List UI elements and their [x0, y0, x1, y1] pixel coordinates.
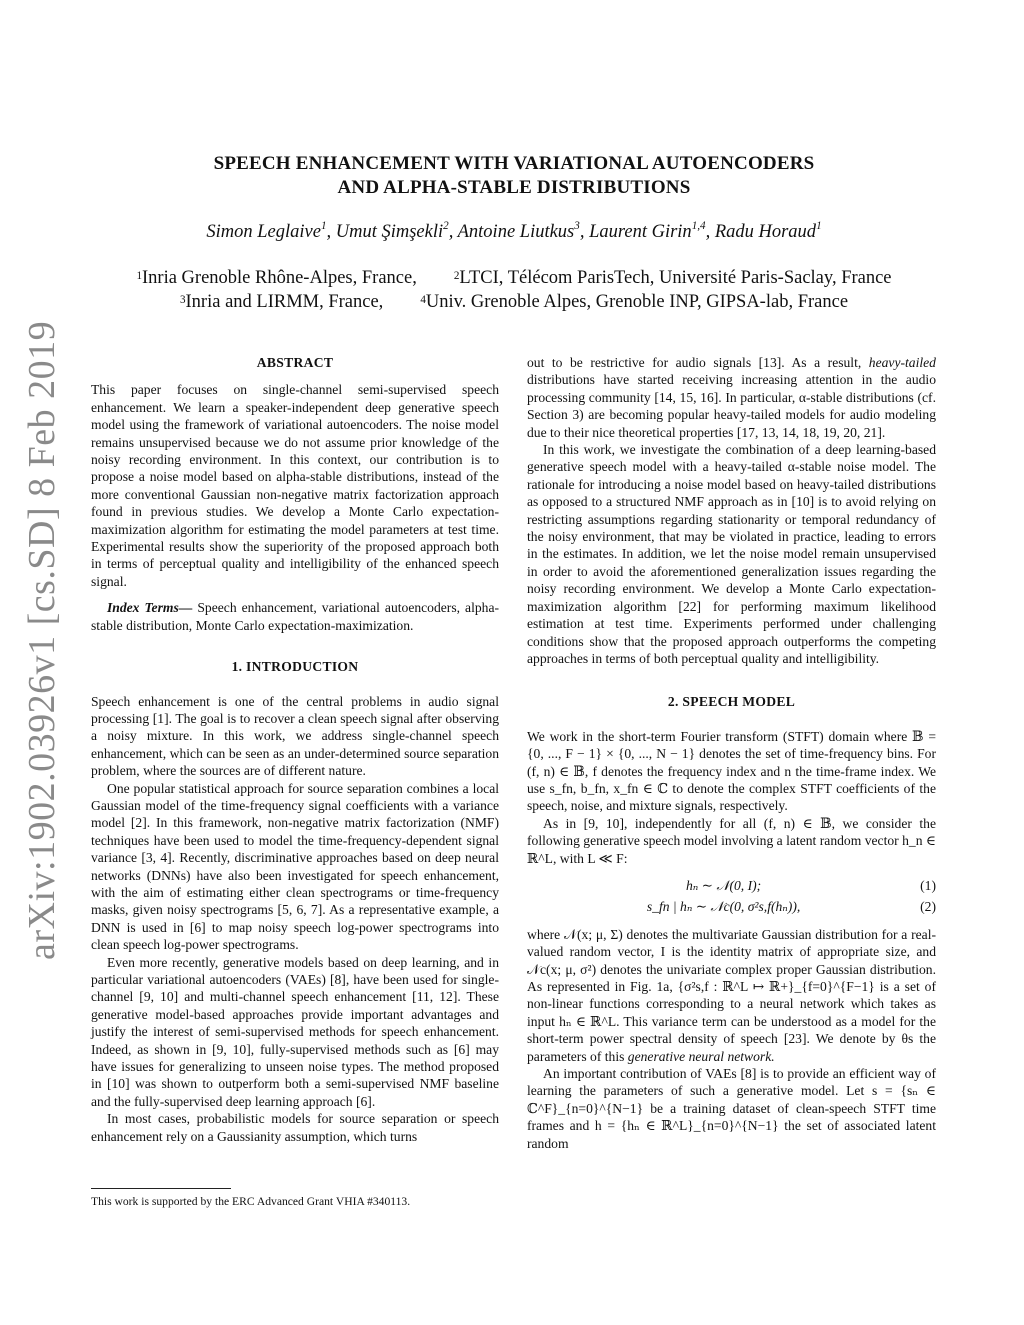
index-terms-text: Speech enhancement, variational autoencoders, alpha-stable distribution, Monte Carlo expectation-maximization. [91, 600, 500, 633]
body-paragraph: As in [9, 10], independently for all (f, n) ∈ 𝔹, we consider the following generative speech model involving a latent random vector h_n ∈ ℝ^L, with L ≪ F: [527, 815, 936, 866]
arxiv-identifier: arXiv:1902.03926v1 [cs.SD] 8 Feb 2019 [21, 320, 63, 960]
affiliation: Inria Grenoble Rhône-Alpes, France, [142, 268, 417, 288]
intro-paragraph: Even more recently, generative models based on deep learning, and in particular variational autoencoders (VAEs) [8], have been used for single-channel [9, 10] and multi-channel speech enhancement [11, 12]. These generative model-based approaches provide important advantages and justify the interest of semi-supervised methods for speech enhancement. Indeed, as shown in [9, 10], fully-supervised methods such as [6] may have issues for generalizing to unseen noise types. The method proposed in [10] was shown to outperform both a semi-supervised NMF baseline and the fully-supervised deep learning approach [6]. [91, 954, 499, 1109]
affiliation-row [90, 266, 938, 290]
author-name: Radu Horaud [714, 222, 817, 242]
affiliation: Inria and LIRMM, France, [185, 292, 384, 312]
abstract-heading: ABSTRACT [256, 355, 334, 370]
text-run: distributions have started receiving increasing attention in the audio processing community [14, 15, 16]. In particular, α-stable distributions (cf. Section 3) are becoming popular heavy-tailed models for audio modeling due to their nice theoretical properties [17, 13, 14, 18, 19, 20, 21]. [527, 372, 936, 440]
affiliations [90, 266, 938, 314]
author-sup: 1 [320, 219, 327, 232]
equation-number: (1) [920, 877, 936, 893]
text-run: out to be restrictive for audio signals [13]. As a result, [527, 355, 862, 370]
equation-body: s_fn | hₙ ∼ 𝒩c(0, σ²s,f(hₙ)), [646, 899, 801, 915]
author-name: Antoine Liutkus [457, 222, 575, 242]
intro-paragraph: In most cases, probabilistic models for source separation or speech enhancement rely on a Gaussianity assumption, which turns [91, 1111, 499, 1144]
body-paragraph: In this work, we investigate the combination of a deep learning-based generative speech model with a heavy-tailed α-stable noise model. The rationale for introducing a noise model based on heavy-tailed distributions as opposed to a structured NMF approach as in [10] is to avoid relying on restricting assumptions regarding stationarity or temporal redundancy of the noisy environment, that may be violated in practice, leading to errors in the estimates. In addition, we let the noise model remain unsupervised in order to avoid the aforementioned generalization issues regarding the noisy recording environment. We develop a Monte Carlo expectation-maximization algorithm [22] for performing maximum likelihood estimation at test time. Experiments performed under challenging conditions show that the proposed approach outperforms the competing approaches in terms of both perceptual quality and intelligibility. [527, 442, 936, 666]
body-paragraph: An important contribution of VAEs [8] is to provide an efficient way of learning the parameters of such a generative model. Let s = {sₙ ∈ ℂ^F}_{n=0}^{N−1} be a training dataset of clean-speech STFT time frames and h = {hₙ ∈ ℝ^L}_{n=0}^{N−1} the set of associated latent random [527, 1066, 936, 1151]
author-sup: 1 [816, 219, 822, 232]
text-run-italic: generative neural network. [627, 1048, 775, 1064]
paper-title [110, 152, 918, 200]
index-terms [91, 599, 499, 634]
affiliation-sup: 2 [453, 269, 460, 282]
author-list: Simon Leglaive$^1$, Umut Şimşekli$^2$, Antoine Liutkus$^3$, Laurent Girin$^{1,4}$, Radu Horaud$^1$ [206, 219, 822, 242]
affiliation-sup: 4 [420, 293, 426, 306]
section-2-heading: 2. SPEECH MODEL [667, 694, 796, 710]
body-paragraph: We work in the short-term Fourier transform (STFT) domain where 𝔹 = {0, ..., F − 1} × {0, ..., N − 1} denotes the set of time-frequency bins. For (f, n) ∈ 𝔹, f denotes the frequency index and n the time-frame index. We use s_fn, b_fn, x_fn ∈ ℂ to denote the complex STFT coefficients of the speech, noise, and mixture signals, respectively. [527, 728, 936, 814]
intro-paragraph: Speech enhancement is one of the central problems in audio signal processing [1]. The goal is to recover a clean speech signal after observing a noisy mixture. In this work, we address single-channel speech enhancement, which can be seen as an under-determined source separation problem, where the sources are of different nature. [91, 693, 499, 779]
left-column [91, 354, 499, 1145]
author-name: Umut Şimşekli [335, 222, 444, 242]
body-paragraph [527, 354, 936, 441]
equation-2 [527, 898, 936, 915]
equation-1 [527, 877, 936, 894]
equation-body: hₙ ∼ 𝒩(0, I); [685, 877, 762, 893]
affiliation-sup: 1 [136, 269, 142, 282]
equation-number: (2) [920, 899, 936, 915]
footnote [91, 1188, 499, 1208]
affiliation: Univ. Grenoble Alpes, Grenoble INP, GIPSA-lab, France [425, 292, 849, 312]
index-terms-label: Index Terms— [107, 600, 193, 616]
affiliation-sup: 3 [179, 293, 186, 306]
abstract-text: This paper focuses on single-channel semi-supervised speech enhancement. We learn a speaker-independent deep generative speech model using the framework of variational autoencoders. The noise model remains unsupervised because we do not assume prior knowledge of the noisy recording environment. In this context, our contribution is to propose a noise model based on alpha-stable distributions, instead of the more conventional Gaussian non-negative matrix factorization approach found in previous studies. We develop a Monte Carlo expectation-maximization algorithm for estimating the model parameters at test time. Experimental results show the superiority of the proposed approach both in terms of perceptual quality and intelligibility of the enhanced speech signal. [91, 382, 499, 589]
intro-paragraph: One popular statistical approach for source separation combines a local Gaussian model of the time-frequency signal coefficients with a variance model [2]. In this framework, non-negative matrix factorization (NMF) techniques have been used to model the time-frequency-dependent signal variance [3, 4]. Recently, discriminative approaches based on deep neural networks (DNNs) have also been investigated for speech enhancement, with the aim of estimating either clean spectrograms or time-frequency masks, given noisy spectrograms [5, 6, 7]. As a representative example, a DNN is used in [6] to map noisy speech log-power spectrograms into clean speech log-power spectrograms. [91, 780, 499, 953]
footnote-rule [91, 1188, 231, 1189]
text-run-italic: heavy-tailed [868, 355, 936, 370]
affiliation-row [90, 290, 938, 314]
body-paragraph [527, 926, 936, 1065]
author-sup: 3 [574, 219, 580, 232]
footnote-text: This work is supported by the ERC Advanced Grant VHIA #340113. [91, 1195, 411, 1208]
author-name: Simon Leglaive [206, 222, 321, 242]
right-column [527, 354, 936, 1152]
text-run: where 𝒩(x; μ, Σ) denotes the multivariate Gaussian distribution for a real-valued random vector, I is the identity matrix of appropriate size, and 𝒩c(x; μ, σ²) denotes the univariate complex proper Gaussian distribution. As represented in Fig. 1a, {σ²s,f : ℝ^L ↦ ℝ+}_{f=0}^{F−1} is a set of non-linear functions corresponding to a neural network which takes as input hₙ ∈ ℝ^L. This variance term can be understood as a model for the short-term power spectral density of speech [23]. We denote by θs the parameters of this [527, 926, 936, 1064]
author-name: Laurent Girin [589, 222, 692, 242]
title-line-2: AND ALPHA-STABLE DISTRIBUTIONS [337, 177, 691, 198]
title-line-1: SPEECH ENHANCEMENT WITH VARIATIONAL AUTOENCODERS [213, 153, 815, 174]
author-sup: 1,4 [691, 219, 706, 232]
intro-heading: 1. INTRODUCTION [231, 659, 359, 675]
author-sup: 2 [443, 219, 449, 232]
affiliation: LTCI, Télécom ParisTech, Université Paris-Saclay, France [459, 268, 892, 288]
